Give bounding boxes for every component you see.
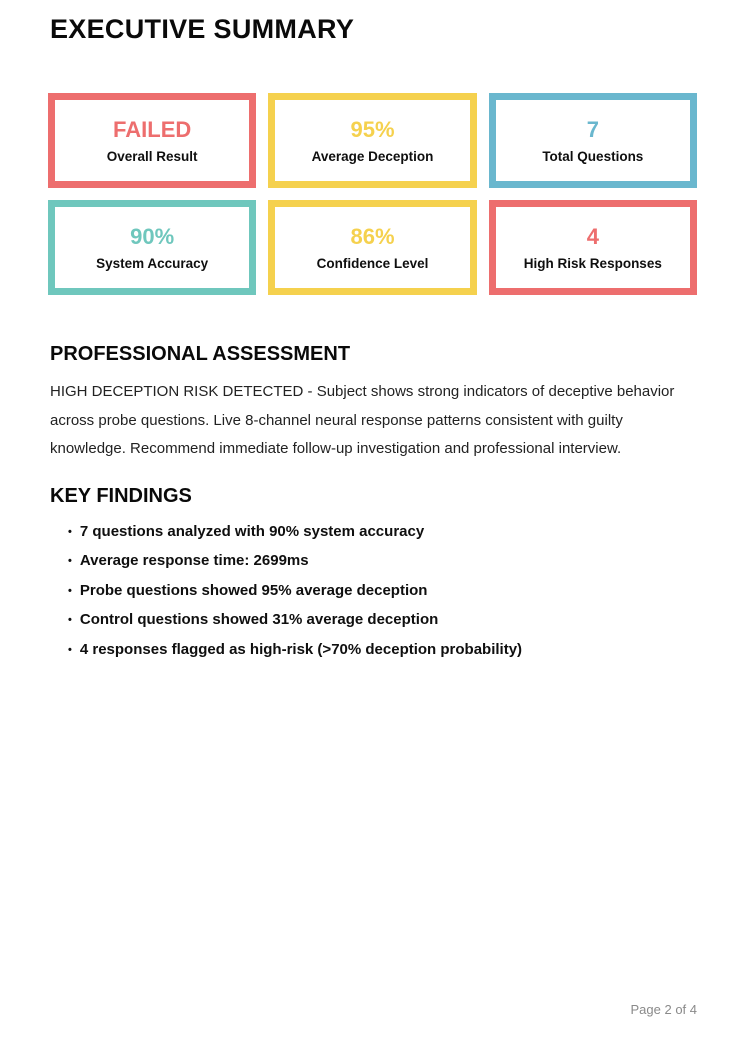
key-finding-item: • 7 questions analyzed with 90% system accuracy [68,524,703,542]
metric-card-overall-result [48,93,256,188]
metric-card-average-deception [268,93,476,188]
section-heading-key-findings: KEY FINDINGS [50,484,192,507]
metric-value: 95% [350,116,395,142]
metric-card-confidence-level [268,200,476,295]
metric-value: 7 [586,116,599,142]
metric-card-total-questions [489,93,697,188]
metric-card-high-risk-responses [489,200,697,295]
key-finding-item: • 4 responses flagged as high-risk (>70% deception probability) [68,642,703,660]
metric-value: 90% [130,223,175,249]
key-findings-list [68,524,703,660]
metric-value: 4 [586,223,599,249]
metric-label: High Risk Responses [523,255,662,271]
metric-label: Confidence Level [316,255,429,271]
metric-card-system-accuracy [48,200,256,295]
metric-label: Average Deception [311,148,434,164]
metric-label: Total Questions [542,148,644,164]
key-finding-item: • Probe questions showed 95% average deception [68,583,703,601]
page-title: EXECUTIVE SUMMARY [50,14,355,44]
metric-value: 86% [350,223,395,249]
section-heading-professional-assessment: PROFESSIONAL ASSESSMENT [50,343,351,365]
key-finding-item: • Control questions showed 31% average deception [68,612,703,630]
metric-card-grid [48,93,697,295]
metric-label: Overall Result [106,148,198,164]
key-finding-item: • Average response time: 2699ms [68,553,703,571]
metric-value: FAILED [113,116,192,142]
page-number-indicator: Page 2 of 4 [630,1002,697,1017]
assessment-body-text: HIGH DECEPTION RISK DETECTED - Subject shows strong indicators of deceptive behavior across probe questions. Live 8-channel neural response patterns consistent with guilty knowledge. Recommend immediate follow-up investigation and professional interview. [50,383,675,457]
metric-label: System Accuracy [96,255,209,271]
